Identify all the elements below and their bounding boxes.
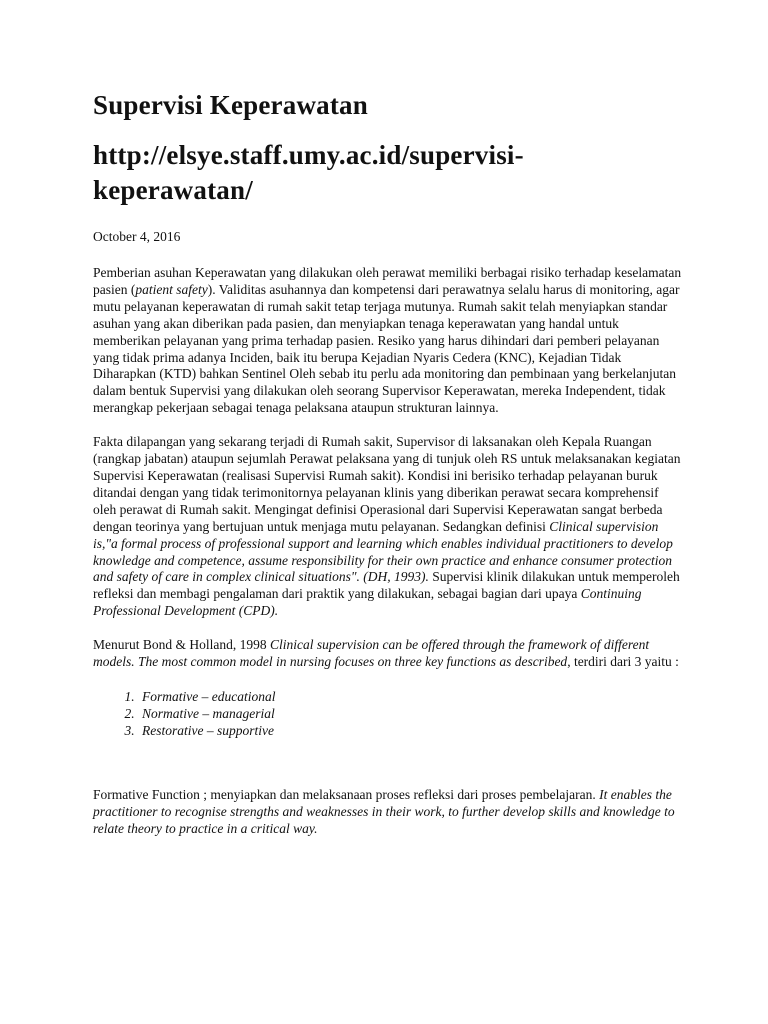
patient-safety-term: patient safety <box>135 281 208 297</box>
paragraph-intro-text-c: ). Validitas asuhannya dan kompetensi dari perawatnya selalu harus di monitoring, agar mutu pelayanan keperawatan di rumah sakit tetap terjaga mutunya. Rumah sakit telah menyiapkan standar asuhan yang akan diberikan pada pasien, dan menyiapkan tenaga keperawatan yang handal untuk memberikan pelayanan yang prima terhadap pasien. Resiko yang harus dihindari dari pemberi pelayanan yang tidak prima adanya Inciden, baik itu berupa Kejadian Nyaris Cedera (KNC), Kejadian Tidak Diharapkan (KTD) bahkan Sentinel Oleh sebab itu perlu ada monitoring dan pembinaan yang berkelanjutan dalam bentuk Supervisi yang dilakukan oleh seorang Supervisor Keperawatan, mereka Independent, tidak merangkap pekerjaan sebagai tenaga pelaksana ataupun strukturan lainnya. <box>93 281 680 416</box>
paragraph-formative-text-a: Formative Function ; menyiapkan dan melaksanaan proses refleksi dari proses pembelajaran. <box>93 786 600 802</box>
list-item: 2. Normative – managerial <box>138 705 683 722</box>
page-title: Supervisi Keperawatan <box>93 90 368 120</box>
paragraph-facts-text-a: Fakta dilapangan yang sekarang terjadi di Rumah sakit, Supervisor di laksanakan oleh Kepala Ruangan (rangkap jabatan) ataupun sejumlah Perawat pelaksana yang di tunjuk oleh RS untuk melaksanakan kegiatan Supervisi Keperawatan (realisasi Supervisi Rumah sakit). Kondisi ini berisiko terhadap pelayanan buruk ditandai dengan yang tidak terimonitornya pelayanan klinis yang diberikan perawat secara komprehensif oleh perawat di Rumah sakit. Mengingat definisi Operasional dari Supervisi Keperawatan sangat berbeda dengan teorinya yang bertujuan untuk menjaga mutu pelayanan. Sedangkan definisi <box>93 434 681 534</box>
paragraph-facts-text-c: Supervisi klinik dilakukan untuk memperoleh refleksi dan membagi pengalaman dari praktik yang dilakukan, sebagai bagian dari upaya <box>93 569 680 602</box>
list-item: 3. Restorative – supportive <box>138 722 683 739</box>
paragraph-formative-function <box>93 787 683 838</box>
paragraph-intro-text-a: Pemberian asuhan Keperawatan yang dilakukan oleh perawat memiliki berbagai risiko terhadap keselamatan pasien ( <box>93 265 682 297</box>
paragraph-bond-holland <box>93 637 683 671</box>
paragraph-bond-holland-text-a: Menurut Bond & Holland, 1998 <box>93 637 270 653</box>
paragraph-facts <box>93 434 683 620</box>
list-item: 1. Formative – educational <box>138 688 683 705</box>
clinical-supervision-models-quote: Clinical supervision can be offered through the framework of different models. The most common model in nursing focuses on three key functions as described <box>93 637 650 670</box>
supervision-models-list <box>93 688 683 739</box>
paragraph-intro <box>93 265 683 417</box>
source-url-heading: http://elsye.staff.umy.ac.id/supervisi-keperawatan/ <box>93 140 524 205</box>
document-page <box>93 88 683 855</box>
formative-function-quote: It enables the practitioner to recognise strengths and weaknesses in their work, to further develop skills and knowledge to relate theory to practice in a critical way. <box>93 786 675 836</box>
clinical-supervision-definition: Clinical supervision is,"a formal process of professional support and learning which enables individual practitioners to develop knowledge and competence, assume responsibility for their own practice and enhance consumer protection and safety of care in complex clinical situations". (DH, 1993). <box>93 518 673 585</box>
publish-date: October 4, 2016 <box>93 229 181 244</box>
cpd-term: Continuing Professional Development (CPD). <box>93 586 642 619</box>
paragraph-bond-holland-text-c: , terdiri dari 3 yaitu : <box>567 654 679 670</box>
